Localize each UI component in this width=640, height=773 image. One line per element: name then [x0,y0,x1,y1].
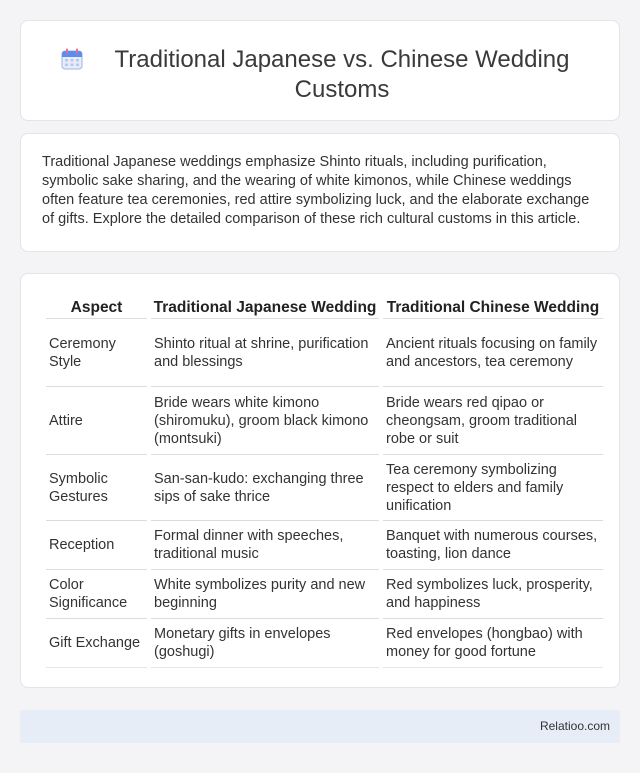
header-aspect: Aspect [46,294,147,319]
title-card [20,20,620,121]
aspect-cell: Color Significance [46,570,147,619]
japanese-cell: Formal dinner with speeches, traditional music [151,521,379,570]
japanese-cell: Monetary gifts in envelopes (goshugi) [151,619,379,668]
japanese-cell: White symbolizes purity and new beginning [151,570,379,619]
chinese-cell: Red symbolizes luck, prosperity, and happiness [383,570,603,619]
aspect-cell: Gift Exchange [46,619,147,668]
table-row [46,455,603,521]
header-chinese: Traditional Chinese Wedding [383,294,603,319]
calendar-icon [61,48,83,70]
comparison-table [42,294,607,668]
aspect-cell: Attire [46,387,147,455]
table-row [46,570,603,619]
intro-paragraph: Traditional Japanese weddings emphasize Shinto rituals, including purification, symbolic sake sharing, and the wearing of white kimonos, while Chinese weddings often feature tea ceremonies, red attire symbolizing luck, and the elaborate exchange of gifts. Explore the detailed comparison of these rich cultural customs in this article. [42,154,590,227]
chinese-cell: Red envelopes (hongbao) with money for good fortune [383,619,603,668]
comparison-card [20,273,620,688]
intro-card [20,133,620,252]
footer-bar [20,710,620,743]
table-header-row [46,294,603,319]
chinese-cell: Ancient rituals focusing on family and ancestors, tea ceremony [383,319,603,387]
header-japanese: Traditional Japanese Wedding [151,294,379,319]
table-row [46,521,603,570]
chinese-cell: Bride wears red qipao or cheongsam, groom traditional robe or suit [383,387,603,455]
title-wrap [21,21,619,105]
page-title: Traditional Japanese vs. Chinese Wedding Customs [114,46,570,103]
footer-brand[interactable]: Relatioo.com [539,719,610,733]
aspect-cell: Reception [46,521,147,570]
table-row [46,319,603,387]
aspect-cell: Symbolic Gestures [46,455,147,521]
japanese-cell: Bride wears white kimono (shiromuku), groom black kimono (montsuki) [151,387,379,455]
japanese-cell: San-san-kudo: exchanging three sips of sake thrice [151,455,379,521]
table-row [46,387,603,455]
japanese-cell: Shinto ritual at shrine, purification and blessings [151,319,379,387]
aspect-cell: Ceremony Style [46,319,147,387]
chinese-cell: Banquet with numerous courses, toasting, lion dance [383,521,603,570]
table-row [46,619,603,668]
chinese-cell: Tea ceremony symbolizing respect to elders and family unification [383,455,603,521]
